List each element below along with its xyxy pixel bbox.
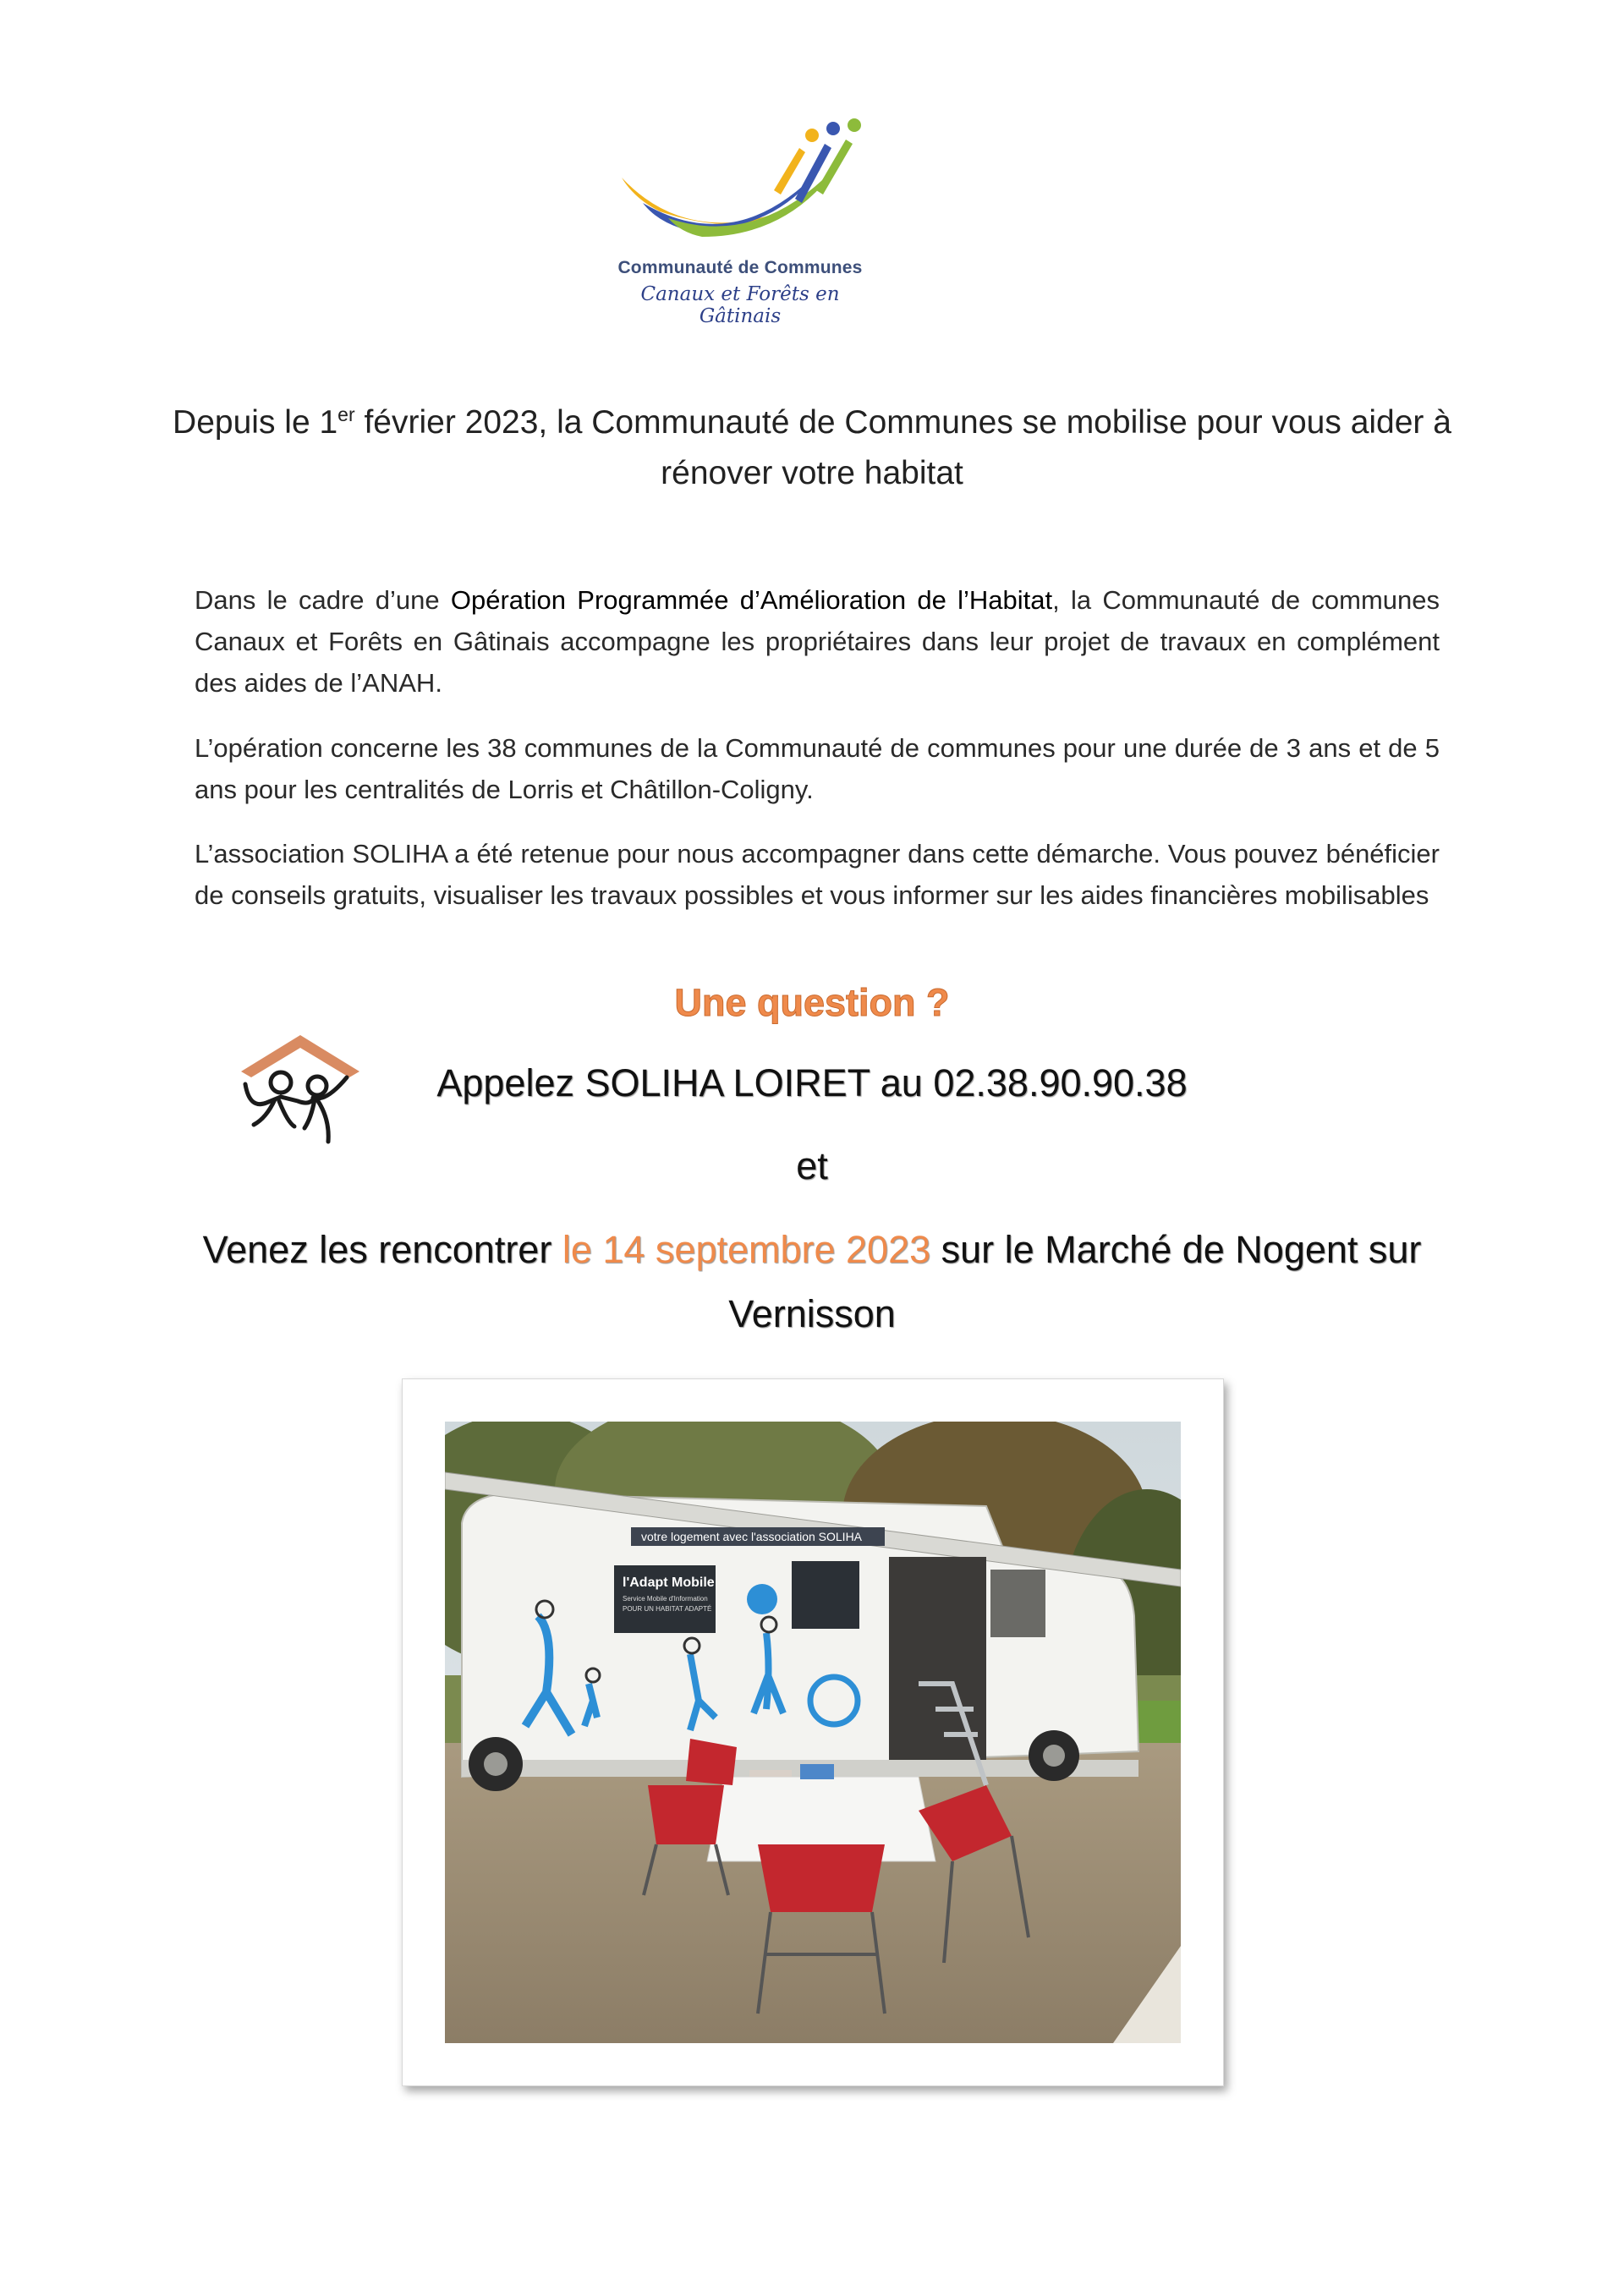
- logo-org-name: Communauté de Communes: [617, 258, 863, 277]
- meeting-invitation: [169, 1218, 1455, 1346]
- panel-line1-text: Service Mobile d'Information: [623, 1595, 708, 1603]
- title-superscript: er: [337, 403, 355, 425]
- title-part2: février 2023, la Communauté de Communes se mobilise pour vous aider à rénover votre habitat: [354, 404, 1451, 491]
- p1-highlight: Opération Programmée d’Amélioration de l’Habitat: [450, 585, 1053, 615]
- page-title: [169, 397, 1455, 499]
- organization-logo: [609, 110, 871, 327]
- swoosh-logo-icon: [609, 110, 871, 258]
- question-heading: Une question ?: [674, 981, 950, 1024]
- panel-line2-text: POUR UN HABITAT ADAPTÉ: [623, 1605, 712, 1613]
- p1-after: , la Communauté de communes Canaux et Forêts en Gâtinais accompagne les propriétaires dans leur projet de travaux en complément des aides de l’ANAH.: [195, 585, 1440, 698]
- p1-before: Dans le cadre d’une: [195, 585, 451, 615]
- van-banner-text: votre logement avec l'association SOLIHA: [641, 1530, 863, 1543]
- intro-paragraph-3: L’association SOLIHA a été retenue pour nous accompagner dans cette démarche. Vous pouvez bénéficier de conseils gratuits, visualiser les travaux possibles et vous informer sur les aides financières mobilisables: [195, 839, 1440, 910]
- panel-title-text: l'Adapt Mobile: [623, 1575, 715, 1590]
- meet-before: Venez les rencontrer: [202, 1228, 562, 1271]
- conjunction-text: et: [796, 1144, 828, 1187]
- intro-paragraph-2: L’opération concerne les 38 communes de la Communauté de communes pour une durée de 3 ans et de 5 ans pour les centralités de Lorris et Châtillon-Coligny.: [195, 733, 1440, 804]
- call-soliha-text: Appelez SOLIHA LOIRET au 02.38.90.90.38: [436, 1061, 1188, 1104]
- title-part1: Depuis le 1: [173, 404, 338, 441]
- meet-date: le 14 septembre 2023: [562, 1228, 931, 1271]
- meet-after: sur le Marché de Nogent sur Vernisson: [728, 1228, 1422, 1335]
- logo-tagline: Canaux et Forêts en Gâtinais: [640, 283, 840, 327]
- intro-paragraph-1: [195, 579, 1440, 704]
- mobile-van-photo: [445, 1422, 1181, 2043]
- photo-frame: [402, 1378, 1224, 2086]
